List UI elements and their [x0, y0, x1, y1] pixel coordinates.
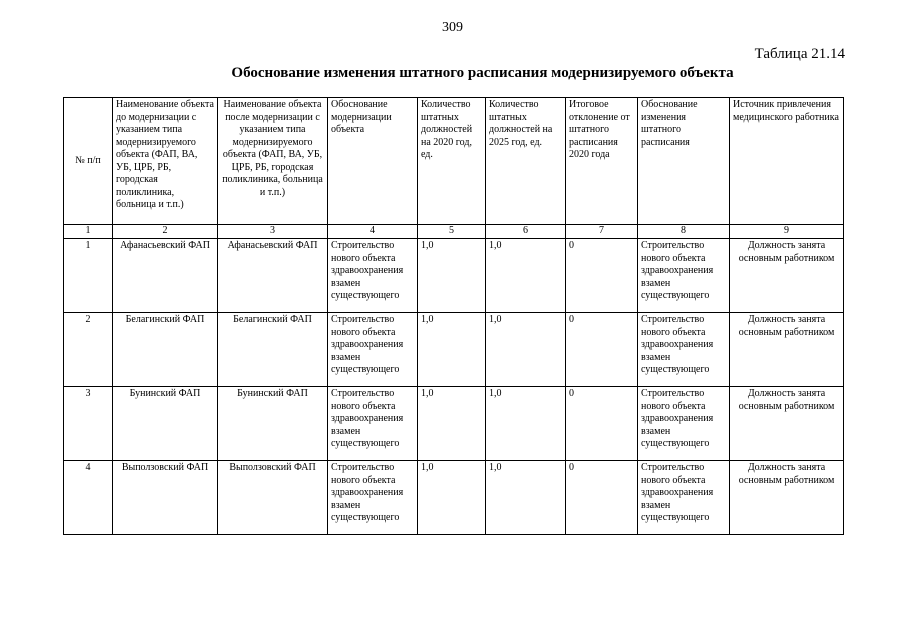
- change-reason: Строительство нового объекта здравоохранения взамен существующего: [638, 239, 730, 313]
- deviation: 0: [566, 387, 638, 461]
- worker-source: Должность занята основным работником: [730, 313, 844, 387]
- staff-2020: 1,0: [418, 461, 486, 535]
- column-number: 1: [64, 225, 113, 239]
- row-number: 2: [64, 313, 113, 387]
- row-number: 4: [64, 461, 113, 535]
- object-after: Белагинский ФАП: [218, 313, 328, 387]
- header-row: [64, 98, 844, 225]
- header-cell-justification: Обоснование модернизации объекта: [328, 98, 418, 225]
- change-reason: Строительство нового объекта здравоохранения взамен существующего: [638, 313, 730, 387]
- column-number: 3: [218, 225, 328, 239]
- row-number: 3: [64, 387, 113, 461]
- deviation: 0: [566, 313, 638, 387]
- staff-2025: 1,0: [486, 239, 566, 313]
- table-row: [64, 387, 844, 461]
- table-row: [64, 461, 844, 535]
- object-before: Выползовский ФАП: [113, 461, 218, 535]
- header-cell-num: № п/п: [64, 98, 113, 225]
- page-number: 309: [442, 20, 463, 35]
- staff-2020: 1,0: [418, 387, 486, 461]
- header-cell-deviation: Итоговое отклонение от штатного расписания 2020 года: [566, 98, 638, 225]
- change-reason: Строительство нового объекта здравоохранения взамен существующего: [638, 387, 730, 461]
- object-before: Бунинский ФАП: [113, 387, 218, 461]
- column-number: 2: [113, 225, 218, 239]
- modernization-justification: Строительство нового объекта здравоохранения взамен существующего: [328, 313, 418, 387]
- staff-2025: 1,0: [486, 461, 566, 535]
- deviation: 0: [566, 239, 638, 313]
- object-after: Бунинский ФАП: [218, 387, 328, 461]
- header-cell-staff-2025: Количество штатных должностей на 2025 год, ед.: [486, 98, 566, 225]
- column-numbers-row: [64, 225, 844, 239]
- change-reason: Строительство нового объекта здравоохранения взамен существующего: [638, 461, 730, 535]
- column-number: 6: [486, 225, 566, 239]
- worker-source: Должность занята основным работником: [730, 239, 844, 313]
- header-cell-source: Источник привлечения медицинского работника: [730, 98, 844, 225]
- header-cell-before: Наименование объекта до модернизации с указанием типа модернизируемого объекта (ФАП, ВА, УБ, ЦРБ, РБ, городская поликлиника, больница и т.п.): [113, 98, 218, 225]
- row-number: 1: [64, 239, 113, 313]
- column-number: 7: [566, 225, 638, 239]
- object-after: Выползовский ФАП: [218, 461, 328, 535]
- header-cell-staff-2020: Количество штатных должностей на 2020 год, ед.: [418, 98, 486, 225]
- staff-2020: 1,0: [418, 313, 486, 387]
- table-row: [64, 313, 844, 387]
- column-number: 9: [730, 225, 844, 239]
- object-before: Афанасьевский ФАП: [113, 239, 218, 313]
- worker-source: Должность занята основным работником: [730, 387, 844, 461]
- header-cell-after: Наименование объекта после модернизации с указанием типа модернизируемого объекта (ФАП, ВА, УБ, ЦРБ, РБ, городская поликлиника, больница и т.п.): [218, 98, 328, 225]
- object-after: Афанасьевский ФАП: [218, 239, 328, 313]
- modernization-justification: Строительство нового объекта здравоохранения взамен существующего: [328, 387, 418, 461]
- document-title: Обоснование изменения штатного расписания модернизируемого объекта: [231, 65, 734, 81]
- object-before: Белагинский ФАП: [113, 313, 218, 387]
- modernization-justification: Строительство нового объекта здравоохранения взамен существующего: [328, 239, 418, 313]
- staff-2025: 1,0: [486, 313, 566, 387]
- worker-source: Должность занята основным работником: [730, 461, 844, 535]
- table-label: Таблица 21.14: [754, 46, 845, 62]
- header-cell-change-reason: Обоснование изменения штатного расписания: [638, 98, 730, 225]
- staff-2020: 1,0: [418, 239, 486, 313]
- deviation: 0: [566, 461, 638, 535]
- column-number: 8: [638, 225, 730, 239]
- column-number: 4: [328, 225, 418, 239]
- modernization-justification: Строительство нового объекта здравоохранения взамен существующего: [328, 461, 418, 535]
- staff-2025: 1,0: [486, 387, 566, 461]
- staffing-table: [63, 97, 844, 535]
- column-number: 5: [418, 225, 486, 239]
- table-row: [64, 239, 844, 313]
